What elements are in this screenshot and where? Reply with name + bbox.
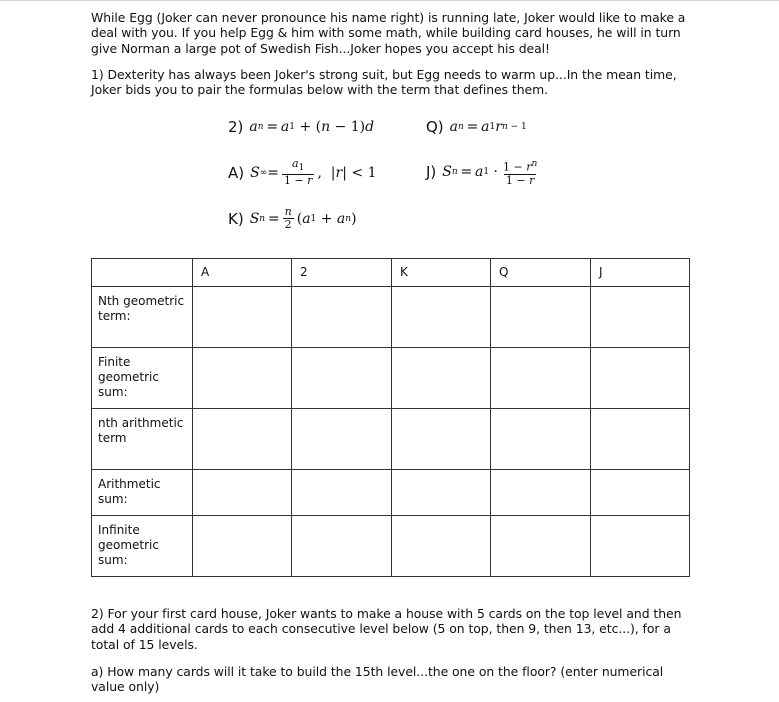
match-cell[interactable] bbox=[292, 470, 392, 516]
match-cell[interactable] bbox=[292, 287, 392, 348]
header-cell-blank bbox=[92, 259, 193, 287]
formula-j-math: S n = a 1 · $\frac{1 - r^n}{1 - r}$ bbox=[442, 159, 538, 187]
match-cell[interactable] bbox=[392, 470, 491, 516]
intro-text: While Egg (Joker can never pronounce his name right) is running late, Joker would like to make a deal with you. If you help Egg & him with some math, while building card houses, he will in turn give Norman a large pot of Swedish Fish...Joker hopes you accept his deal! bbox=[91, 10, 686, 56]
header-cell-j: J bbox=[591, 259, 690, 287]
match-cell[interactable] bbox=[292, 409, 392, 470]
row-label-infinite-geometric-sum: Infinite geometric sum: bbox=[92, 516, 193, 577]
table-header-row bbox=[92, 259, 690, 287]
match-cell[interactable] bbox=[591, 470, 690, 516]
match-cell[interactable] bbox=[591, 516, 690, 577]
formula-j-label: J) bbox=[426, 163, 437, 182]
match-cell[interactable] bbox=[193, 348, 292, 409]
match-cell[interactable] bbox=[591, 409, 690, 470]
table-row bbox=[92, 348, 690, 409]
header-cell-q: Q bbox=[491, 259, 591, 287]
match-cell[interactable] bbox=[491, 470, 591, 516]
match-cell[interactable] bbox=[193, 470, 292, 516]
question-1-text: 1) Dexterity has always been Joker's strong suit, but Egg needs to warm up...In the mean time, Joker bids you to pair the formulas below with the term that defines them. bbox=[91, 67, 677, 98]
formula-q-math: a n = a 1 r n − 1 bbox=[449, 119, 527, 135]
match-cell[interactable] bbox=[292, 516, 392, 577]
top-divider bbox=[0, 0, 779, 1]
header-cell-k: K bbox=[392, 259, 491, 287]
question-2a-text: a) How many cards will it take to build the 15th level...the one on the floor? (enter numerical value only) bbox=[91, 664, 664, 695]
formula-a-math: S ∞ = $\frac{a_1}{1 - r}$ , | r | < 1 bbox=[250, 157, 377, 188]
matching-table bbox=[91, 258, 690, 577]
formula-j bbox=[426, 158, 542, 187]
formula-2-math: a n = a 1 + ( n − 1) d bbox=[249, 119, 375, 135]
match-cell[interactable] bbox=[491, 516, 591, 577]
row-label-nth-arithmetic-term: nth arithmetic term bbox=[92, 409, 193, 470]
row-label-finite-geometric-sum: Finite geometric sum: bbox=[92, 348, 193, 409]
formula-k bbox=[228, 206, 357, 231]
match-cell[interactable] bbox=[491, 287, 591, 348]
formula-2-label: 2) bbox=[228, 118, 244, 136]
match-cell[interactable] bbox=[193, 287, 292, 348]
row-label-nth-geometric-term: Nth geometric term: bbox=[92, 287, 193, 348]
match-cell[interactable] bbox=[491, 409, 591, 470]
table-row bbox=[92, 470, 690, 516]
match-cell[interactable] bbox=[591, 287, 690, 348]
match-cell[interactable] bbox=[292, 348, 392, 409]
match-cell[interactable] bbox=[392, 287, 491, 348]
formula-a-label: A) bbox=[228, 163, 245, 182]
formula-k-math: S n = $\frac{n}{2}$ ( a 1 + a n ) bbox=[249, 205, 357, 231]
match-cell[interactable] bbox=[392, 348, 491, 409]
match-cell[interactable] bbox=[392, 409, 491, 470]
formula-q-label: Q) bbox=[426, 118, 444, 136]
match-cell[interactable] bbox=[193, 516, 292, 577]
question-2-text: 2) For your first card house, Joker wants to make a house with 5 cards on the top level and then add 4 additional cards to each consecutive level below (5 on top, then 9, then 13, etc...), for a total of 15 levels. bbox=[91, 606, 682, 652]
formula-2 bbox=[228, 118, 374, 136]
match-cell[interactable] bbox=[392, 516, 491, 577]
row-label-arithmetic-sum: Arithmetic sum: bbox=[92, 470, 193, 516]
formula-q bbox=[426, 118, 527, 136]
match-cell[interactable] bbox=[193, 409, 292, 470]
formula-k-label: K) bbox=[228, 209, 244, 228]
table-row bbox=[92, 516, 690, 577]
match-cell[interactable] bbox=[491, 348, 591, 409]
table-row bbox=[92, 409, 690, 470]
header-cell-2: 2 bbox=[292, 259, 392, 287]
match-cell[interactable] bbox=[591, 348, 690, 409]
formula-a bbox=[228, 158, 376, 187]
table-row bbox=[92, 287, 690, 348]
header-cell-a: A bbox=[193, 259, 292, 287]
